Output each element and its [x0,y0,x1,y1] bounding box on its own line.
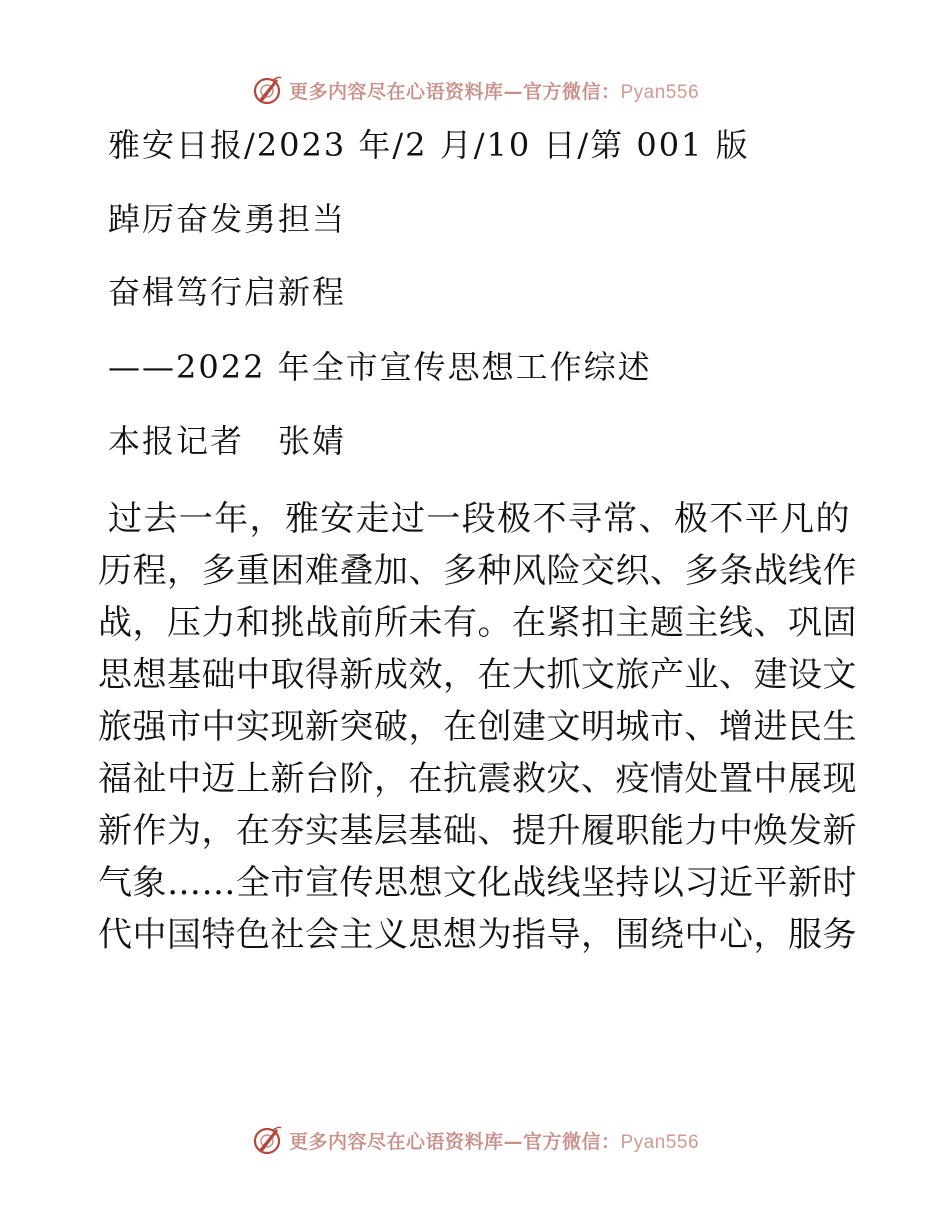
watermark-text: 更多内容尽在心语资料库—官方微信：Pyan556 [288,1130,700,1153]
body-line: 气象……全市宣传思想文化战线坚持以习近平新时 [98,863,857,903]
article-body [98,493,857,961]
article-byline: 本报记者 张婧 [108,422,347,460]
body-line: 战，压力和挑战前所未有。在紧扣主题主线、巩固 [98,603,857,643]
article-subtitle: ——2022 年全市宣传思想工作综述 [108,348,652,386]
article-title-line-2: 奋楫笃行启新程 [108,273,347,311]
body-line: 代中国特色社会主义思想为指导，围绕中心，服务 [98,915,857,955]
article-title-line-1: 踔厉奋发勇担当 [108,200,347,238]
watermark-wechat-id: Pyan556 [620,81,700,103]
quill-logo-icon [251,1124,283,1156]
body-line: 历程，多重困难叠加、多种风险交织、多条战线作 [98,551,857,591]
body-line: 过去一年，雅安走过一段极不寻常、极不平凡的 [108,499,850,539]
body-line: 旅强市中实现新突破，在创建文明城市、增进民生 [98,707,857,747]
watermark-wechat-id: Pyan556 [620,1131,700,1153]
quill-logo-icon [251,74,283,106]
watermark-bottom [0,1120,950,1160]
body-line: 新作为，在夯实基层基础、提升履职能力中焕发新 [98,811,857,851]
dateline: 雅安日报/2023 年/2 月/10 日/第 001 版 [108,126,750,164]
watermark-top [0,70,950,110]
body-line: 思想基础中取得新成效，在大抓文旅产业、建设文 [98,655,857,695]
watermark-text: 更多内容尽在心语资料库—官方微信：Pyan556 [288,80,700,103]
body-line: 福祉中迈上新台阶，在抗震救灾、疫情处置中展现 [98,759,857,799]
